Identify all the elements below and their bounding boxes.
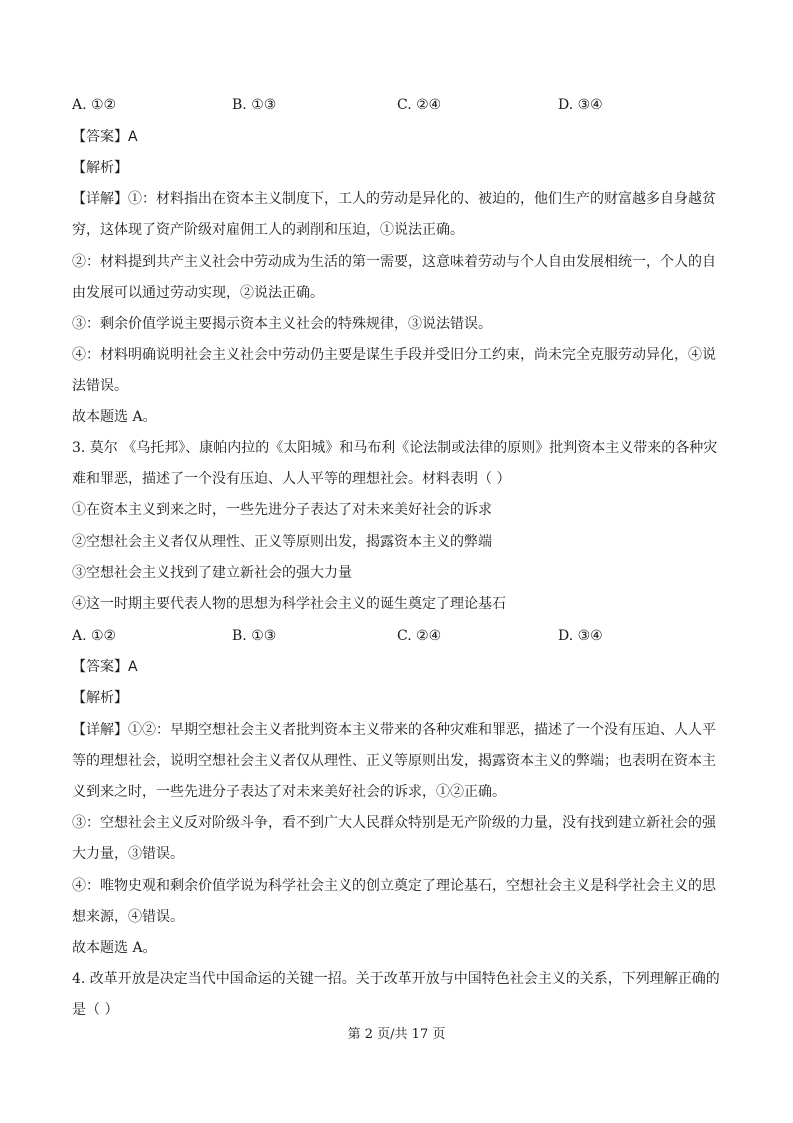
q3-conclusion: 故本题选 A。 (72, 940, 157, 956)
q2-option-b: B. ①③ (232, 97, 277, 113)
q3-option-a: A. ①② (72, 628, 117, 644)
q2-analysis-line: ④：材料明确说明社会主义社会中劳动仍主要是谋生手段并受旧分工约束，尚未完全克服劳动异化，④说 (72, 347, 716, 363)
q2-analysis-title: 【解析】 (72, 160, 128, 176)
q2-option-d: D. ③④ (558, 97, 603, 113)
q3-statement-4: ④这一时期主要代表人物的思想为科学社会主义的诞生奠定了理论基石 (72, 596, 506, 612)
q3-option-d: D. ③④ (558, 628, 603, 644)
q2-conclusion: 故本题选 A。 (72, 409, 157, 425)
q3-analysis-line: 【详解】①②：早期空想社会主义者批判资本主义带来的各种灾难和罪恶，描述了一个没有压迫、人人平 (72, 722, 716, 738)
q3-statement-3: ③空想社会主义找到了建立新社会的强大力量 (72, 565, 352, 581)
q2-analysis-line: 【详解】①：材料指出在资本主义制度下，工人的劳动是异化的、被迫的，他们生产的财富越多自身越贫 (72, 191, 716, 207)
q3-stem-line: 3. 莫尔 《乌托邦》、康帕内拉的《太阳城》和马布利《论法制或法律的原则》批判资本主义带来的各种灾 (72, 440, 718, 456)
q4-stem-line: 4. 改革开放是决定当代中国命运的关键一招。关于改革开放与中国特色社会主义的关系，下列理解正确的 (72, 971, 720, 987)
q3-analysis-line: 等的理想社会，说明空想社会主义者仅从理性、正义等原则出发，揭露资本主义的弊端；也表明在资本主 (72, 753, 716, 769)
q3-analysis-line: 义到来之时，一些先进分子表达了对未来美好社会的诉求，①②正确。 (72, 784, 506, 800)
q3-analysis-line: 想来源，④错误。 (72, 909, 184, 925)
q3-analysis-title: 【解析】 (72, 690, 128, 706)
q3-analysis-line: 大力量，③错误。 (72, 846, 184, 862)
q2-option-c: C. ②④ (397, 97, 442, 113)
q4-stem-line: 是（ ） (72, 1002, 119, 1018)
q3-option-b: B. ①③ (232, 628, 277, 644)
q3-answer: 【答案】A (72, 659, 138, 675)
q3-analysis-line: ④：唯物史观和剩余价值学说为科学社会主义的创立奠定了理论基石，空想社会主义是科学社会主义的思 (72, 878, 716, 894)
q2-option-a: A. ①② (72, 97, 117, 113)
q2-analysis-line: ③：剩余价值学说主要揭示资本主义社会的特殊规律，③说法错误。 (72, 316, 492, 332)
page-footer: 第 2 页/共 17 页 (347, 1027, 446, 1042)
q2-analysis-line: 由发展可以通过劳动实现，②说法正确。 (72, 285, 324, 301)
q2-analysis-line: ②：材料提到共产主义社会中劳动成为生活的第一需要，这意味着劳动与个人自由发展相统一，个人的自 (72, 254, 716, 270)
q2-analysis-line: 穷，这体现了资产阶级对雇佣工人的剥削和压迫，①说法正确。 (72, 222, 464, 238)
q3-stem-line: 难和罪恶，描述了一个没有压迫、人人平等的理想社会。材料表明（ ） (72, 471, 511, 487)
q3-option-c: C. ②④ (397, 628, 442, 644)
q2-analysis-line: 法错误。 (72, 378, 128, 394)
q2-answer: 【答案】A (72, 129, 138, 145)
q3-analysis-line: ③：空想社会主义反对阶级斗争，看不到广大人民群众特别是无产阶级的力量，没有找到建立新社会的强 (72, 815, 716, 831)
q3-statement-1: ①在资本主义到来之时，一些先进分子表达了对未来美好社会的诉求 (72, 502, 492, 518)
q3-statement-2: ②空想社会主义者仅从理性、正义等原则出发，揭露资本主义的弊端 (72, 534, 492, 550)
